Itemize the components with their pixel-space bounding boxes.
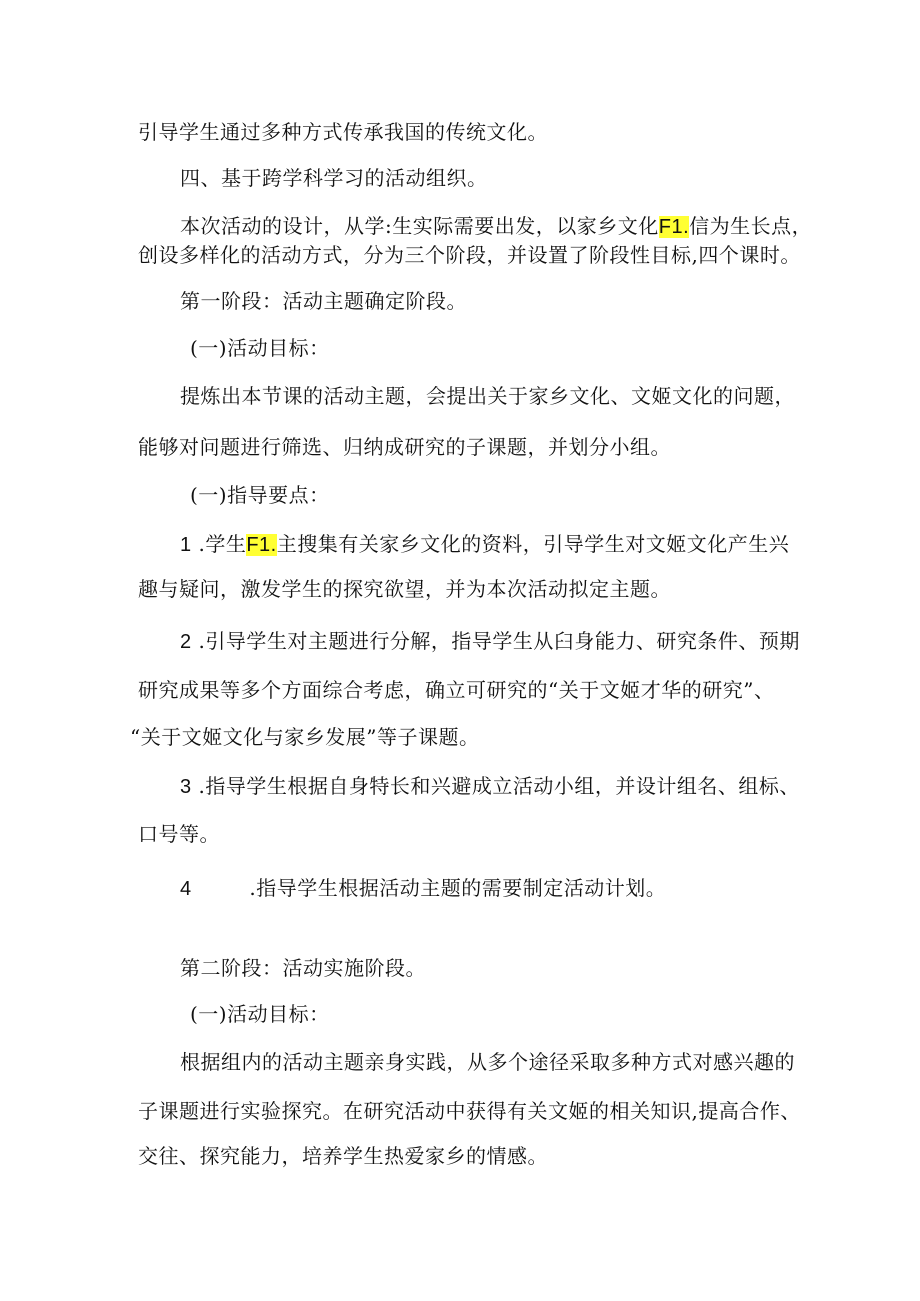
- paragraph-line: [180, 212, 812, 241]
- text-run: .学生: [198, 532, 247, 556]
- paragraph-line: “关于文姬文化与家乡发展”等子课题。: [130, 725, 480, 749]
- list-item: [180, 530, 789, 559]
- paragraph-line: 趣与疑问，激发学生的探究欲望，并为本次活动拟定主题。: [138, 577, 671, 601]
- list-item: [180, 772, 800, 801]
- paragraph-line: 引导学生通过多种方式传承我国的传统文化。: [138, 120, 548, 144]
- text-run: 信为生长点，: [689, 214, 813, 238]
- paragraph-line: 根据组内的活动主题亲身实践，从多个途径采取多种方式对感兴趣的: [180, 1050, 795, 1074]
- text-run: 本次活动的设计，从学:生实际需要出发，以家乡文化: [180, 214, 659, 238]
- text-run: .指导学生根据自身特长和兴避成立活动小组，并设计组名、组标、: [198, 774, 800, 798]
- paragraph-line: 创设多样化的活动方式，分为三个阶段，并设置了阶段性目标,四个课时。: [138, 243, 801, 267]
- paragraph-line: 提炼出本节课的活动主题，会提出关于家乡文化、文姬文化的问题，: [180, 384, 795, 408]
- paragraph-line: 口号等。: [138, 822, 220, 846]
- text-run: 主搜集有关家乡文化的资料，引导学生对文姬文化产生兴: [276, 532, 790, 556]
- list-item: [180, 874, 666, 903]
- list-number: 3: [180, 776, 192, 798]
- highlighted-text: F1.: [658, 216, 690, 238]
- highlighted-text: F1.: [246, 534, 277, 556]
- paragraph-line: 研究成果等多个方面综合考虑，确立可研究的“关于文姬才华的研究”、: [138, 678, 775, 702]
- paragraph-line: 能够对问题进行筛选、归纳成研究的子课题，并划分小组。: [138, 435, 671, 459]
- stage-heading: 第二阶段：活动实施阶段。: [180, 956, 426, 980]
- paragraph-line: 子课题进行实验探究。在研究活动中获得有关文姬的相关知识,提高合作、: [138, 1099, 801, 1123]
- subheading: (一)活动目标：: [190, 1002, 330, 1026]
- section-heading: 四、基于跨学科学习的活动组织。: [180, 166, 488, 190]
- text-run: .引导学生对主题进行分解，指导学生从臼身能力、研究条件、预期: [198, 629, 800, 653]
- subheading: (一)活动目标：: [190, 336, 330, 360]
- list-number: 4: [180, 878, 192, 900]
- subheading: (一)指导要点：: [190, 483, 330, 507]
- list-number: 2: [180, 631, 192, 653]
- text-run: .指导学生根据活动主题的需要制定活动计划。: [249, 876, 667, 900]
- list-item: [180, 627, 800, 656]
- stage-heading: 第一阶段：活动主题确定阶段。: [180, 289, 467, 313]
- list-number: 1: [180, 534, 192, 556]
- paragraph-line: 交往、探究能力，培养学生热爱家乡的情感。: [138, 1144, 548, 1168]
